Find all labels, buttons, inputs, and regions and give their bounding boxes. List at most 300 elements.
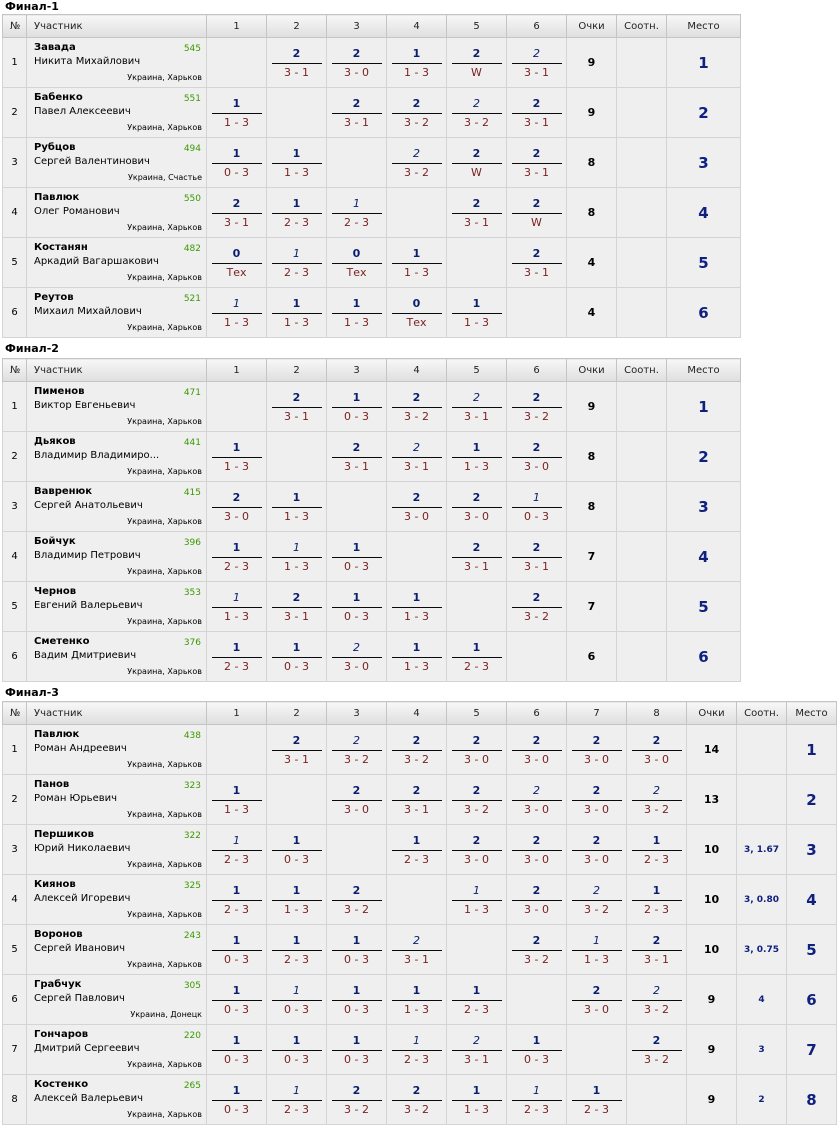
match-result-cell[interactable] bbox=[567, 975, 627, 1025]
match-result-cell[interactable] bbox=[507, 188, 567, 238]
match-points: 2 bbox=[572, 834, 622, 851]
match-result-cell[interactable] bbox=[387, 382, 447, 432]
column-header-participant[interactable]: Участник bbox=[27, 359, 207, 382]
match-result-cell[interactable] bbox=[447, 382, 507, 432]
player-surname[interactable]: Вавренюк bbox=[34, 486, 93, 497]
place-cell: 2 bbox=[667, 432, 741, 482]
header-row bbox=[3, 702, 837, 725]
match-result-cell[interactable] bbox=[387, 38, 447, 88]
self-match-cell bbox=[507, 975, 567, 1025]
match-result-cell[interactable] bbox=[267, 482, 327, 532]
player-fullname: Михаил Михайлович bbox=[34, 306, 142, 317]
player-city: Украина, Счастье bbox=[127, 173, 202, 182]
match-result-cell[interactable] bbox=[447, 38, 507, 88]
match-result-cell[interactable] bbox=[567, 925, 627, 975]
match-points: 1 bbox=[212, 441, 262, 458]
match-result-cell[interactable] bbox=[447, 532, 507, 582]
player-rating: 353 bbox=[183, 588, 201, 598]
match-result-cell[interactable] bbox=[387, 1075, 447, 1125]
self-match-cell bbox=[267, 432, 327, 482]
match-points: 1 bbox=[212, 834, 262, 851]
row-number: 8 bbox=[3, 1075, 27, 1125]
participant-cell bbox=[27, 38, 207, 88]
match-result-cell[interactable] bbox=[267, 1025, 327, 1075]
player-rating: 323 bbox=[183, 781, 201, 791]
player-rating: 551 bbox=[183, 94, 201, 104]
match-result-cell[interactable] bbox=[267, 582, 327, 632]
match-result-cell[interactable] bbox=[207, 632, 267, 682]
match-result-cell[interactable] bbox=[447, 632, 507, 682]
match-result-cell[interactable] bbox=[507, 38, 567, 88]
self-match-cell bbox=[387, 532, 447, 582]
column-header-opponent[interactable]: 3 bbox=[327, 702, 387, 725]
ratio-cell bbox=[617, 582, 667, 632]
table-row bbox=[3, 382, 741, 432]
match-result-cell[interactable] bbox=[567, 875, 627, 925]
match-result-cell[interactable] bbox=[447, 188, 507, 238]
match-points: 1 bbox=[392, 984, 442, 1001]
match-result-cell[interactable] bbox=[567, 725, 627, 775]
place-cell: 2 bbox=[787, 775, 837, 825]
match-result-cell[interactable] bbox=[627, 975, 687, 1025]
match-result-cell[interactable] bbox=[447, 975, 507, 1025]
participant-cell bbox=[27, 432, 207, 482]
match-score: 1 - 3 bbox=[584, 952, 609, 966]
match-result-cell[interactable] bbox=[207, 875, 267, 925]
match-score: 3 - 0 bbox=[344, 659, 369, 673]
match-result-cell[interactable] bbox=[267, 382, 327, 432]
column-header-opponent[interactable]: 2 bbox=[267, 359, 327, 382]
match-points: 1 bbox=[332, 391, 382, 408]
match-result-cell[interactable] bbox=[267, 288, 327, 338]
match-result-cell[interactable] bbox=[507, 825, 567, 875]
match-points: 2 bbox=[392, 784, 442, 801]
match-score: Тех bbox=[346, 265, 367, 279]
match-points: 2 bbox=[512, 441, 562, 458]
group-title: Финал-3 bbox=[5, 686, 59, 699]
match-result-cell[interactable] bbox=[207, 582, 267, 632]
match-result-cell[interactable] bbox=[207, 88, 267, 138]
match-score: 2 - 3 bbox=[644, 902, 669, 916]
player-city: Украина, Харьков bbox=[127, 810, 202, 819]
match-points: 2 bbox=[572, 884, 622, 901]
match-score: 1 - 3 bbox=[464, 1102, 489, 1116]
match-result-cell[interactable] bbox=[207, 238, 267, 288]
match-result-cell[interactable] bbox=[327, 875, 387, 925]
participant-cell bbox=[27, 875, 207, 925]
match-score: 3 - 1 bbox=[464, 215, 489, 229]
match-result-cell[interactable] bbox=[327, 38, 387, 88]
player-surname[interactable]: Рубцов bbox=[34, 142, 76, 153]
place-cell: 7 bbox=[787, 1025, 837, 1075]
column-header-opponent[interactable]: 7 bbox=[567, 702, 627, 725]
match-points: 2 bbox=[212, 491, 262, 508]
row-number: 4 bbox=[3, 532, 27, 582]
player-surname[interactable]: Костанян bbox=[34, 242, 88, 253]
match-result-cell[interactable] bbox=[267, 975, 327, 1025]
match-result-cell[interactable] bbox=[447, 288, 507, 338]
match-result-cell[interactable] bbox=[207, 288, 267, 338]
match-points: 2 bbox=[512, 391, 562, 408]
match-result-cell[interactable] bbox=[507, 432, 567, 482]
column-header-ratio[interactable]: Соотн. bbox=[617, 359, 667, 382]
match-result-cell[interactable] bbox=[387, 925, 447, 975]
match-result-cell[interactable] bbox=[627, 1025, 687, 1075]
match-result-cell[interactable] bbox=[327, 188, 387, 238]
participant-cell bbox=[27, 532, 207, 582]
player-city: Украина, Харьков bbox=[127, 667, 202, 676]
match-score: 3 - 0 bbox=[584, 752, 609, 766]
match-points: 1 bbox=[452, 441, 502, 458]
match-result-cell[interactable] bbox=[627, 925, 687, 975]
match-result-cell[interactable] bbox=[267, 925, 327, 975]
match-points: 1 bbox=[572, 1084, 622, 1101]
match-score: 3 - 1 bbox=[284, 609, 309, 623]
match-result-cell[interactable] bbox=[267, 238, 327, 288]
player-surname[interactable]: Першиков bbox=[34, 829, 94, 840]
column-header-opponent[interactable]: 1 bbox=[207, 359, 267, 382]
match-result-cell[interactable] bbox=[207, 1025, 267, 1075]
match-score: 1 - 3 bbox=[284, 165, 309, 179]
match-points: 2 bbox=[512, 97, 562, 114]
column-header-opponent[interactable]: 5 bbox=[447, 702, 507, 725]
player-city: Украина, Харьков bbox=[127, 123, 202, 132]
player-fullname: Алексей Валерьевич bbox=[34, 1093, 143, 1104]
place-cell: 5 bbox=[787, 925, 837, 975]
match-result-cell[interactable] bbox=[327, 88, 387, 138]
match-score: 1 - 3 bbox=[464, 315, 489, 329]
match-result-cell[interactable] bbox=[387, 975, 447, 1025]
match-points: 2 bbox=[512, 47, 562, 64]
player-city: Украина, Харьков bbox=[127, 617, 202, 626]
match-score: Тех bbox=[226, 265, 247, 279]
column-header-opponent[interactable]: 4 bbox=[387, 15, 447, 38]
player-surname[interactable]: Павлюк bbox=[34, 729, 80, 740]
column-header-opponent[interactable]: 2 bbox=[267, 702, 327, 725]
match-result-cell[interactable] bbox=[327, 532, 387, 582]
match-points: 2 bbox=[512, 784, 562, 801]
column-header-number[interactable]: № bbox=[3, 359, 27, 382]
player-surname[interactable]: Бойчук bbox=[34, 536, 76, 547]
match-points: 1 bbox=[212, 641, 262, 658]
match-points: 2 bbox=[512, 934, 562, 951]
match-score: 1 - 3 bbox=[224, 115, 249, 129]
match-result-cell[interactable] bbox=[387, 88, 447, 138]
match-result-cell[interactable] bbox=[387, 725, 447, 775]
match-result-cell[interactable] bbox=[567, 825, 627, 875]
match-result-cell[interactable] bbox=[507, 382, 567, 432]
match-points: 2 bbox=[332, 1084, 382, 1101]
player-rating: 322 bbox=[183, 831, 201, 841]
match-points: 2 bbox=[452, 491, 502, 508]
ratio-cell: 3, 0.75 bbox=[737, 925, 787, 975]
match-score: 1 - 3 bbox=[284, 509, 309, 523]
match-points: 2 bbox=[452, 97, 502, 114]
match-points: 2 bbox=[332, 641, 382, 658]
match-score: 1 - 3 bbox=[284, 902, 309, 916]
match-result-cell[interactable] bbox=[627, 775, 687, 825]
match-score: 3 - 0 bbox=[524, 852, 549, 866]
match-result-cell[interactable] bbox=[267, 138, 327, 188]
match-score: 1 - 3 bbox=[344, 315, 369, 329]
match-result-cell[interactable] bbox=[327, 632, 387, 682]
points-cell: 9 bbox=[567, 88, 617, 138]
column-header-opponent[interactable]: 5 bbox=[447, 15, 507, 38]
match-result-cell[interactable] bbox=[207, 188, 267, 238]
match-result-cell[interactable] bbox=[387, 632, 447, 682]
match-score: 3 - 1 bbox=[464, 1052, 489, 1066]
match-result-cell[interactable] bbox=[387, 288, 447, 338]
match-result-cell[interactable] bbox=[447, 1025, 507, 1075]
self-match-cell bbox=[207, 382, 267, 432]
player-rating: 550 bbox=[183, 194, 201, 204]
match-points: 1 bbox=[272, 984, 322, 1001]
match-score: 3 - 0 bbox=[584, 852, 609, 866]
player-fullname: Никита Михайлович bbox=[34, 56, 141, 67]
match-points: 1 bbox=[272, 541, 322, 558]
match-result-cell[interactable] bbox=[567, 1075, 627, 1125]
match-result-cell[interactable] bbox=[387, 1025, 447, 1075]
match-result-cell[interactable] bbox=[447, 775, 507, 825]
match-result-cell[interactable] bbox=[447, 88, 507, 138]
column-header-points[interactable]: Очки bbox=[567, 15, 617, 38]
match-result-cell[interactable] bbox=[207, 925, 267, 975]
match-result-cell[interactable] bbox=[267, 725, 327, 775]
match-result-cell[interactable] bbox=[387, 825, 447, 875]
match-result-cell[interactable] bbox=[327, 432, 387, 482]
match-score: 3 - 2 bbox=[644, 802, 669, 816]
player-surname[interactable]: Грабчук bbox=[34, 979, 82, 990]
column-header-place[interactable]: Место bbox=[667, 15, 741, 38]
column-header-opponent[interactable]: 1 bbox=[207, 15, 267, 38]
match-result-cell[interactable] bbox=[627, 875, 687, 925]
column-header-opponent[interactable]: 6 bbox=[507, 15, 567, 38]
player-surname[interactable]: Завада bbox=[34, 42, 76, 53]
match-result-cell[interactable] bbox=[267, 532, 327, 582]
match-score: 3 - 2 bbox=[344, 752, 369, 766]
match-result-cell[interactable] bbox=[387, 582, 447, 632]
player-fullname: Павел Алексеевич bbox=[34, 106, 131, 117]
match-score: 3 - 1 bbox=[284, 65, 309, 79]
column-header-opponent[interactable]: 8 bbox=[627, 702, 687, 725]
match-result-cell[interactable] bbox=[267, 825, 327, 875]
player-surname[interactable]: Чернов bbox=[34, 586, 77, 597]
match-result-cell[interactable] bbox=[207, 482, 267, 532]
match-result-cell[interactable] bbox=[387, 138, 447, 188]
match-score: 3 - 2 bbox=[404, 752, 429, 766]
column-header-opponent[interactable]: 1 bbox=[207, 702, 267, 725]
column-header-opponent[interactable]: 5 bbox=[447, 359, 507, 382]
ratio-cell bbox=[737, 725, 787, 775]
match-score: 2 - 3 bbox=[224, 659, 249, 673]
match-result-cell[interactable] bbox=[447, 1075, 507, 1125]
match-result-cell[interactable] bbox=[447, 825, 507, 875]
column-header-place[interactable]: Место bbox=[787, 702, 837, 725]
match-points: 1 bbox=[212, 147, 262, 164]
match-points: 2 bbox=[332, 734, 382, 751]
match-result-cell[interactable] bbox=[207, 775, 267, 825]
results-table bbox=[2, 701, 837, 1125]
match-result-cell[interactable] bbox=[507, 238, 567, 288]
table-row bbox=[3, 238, 741, 288]
table-row bbox=[3, 38, 741, 88]
ratio-cell bbox=[617, 482, 667, 532]
match-result-cell[interactable] bbox=[507, 875, 567, 925]
match-result-cell[interactable] bbox=[447, 138, 507, 188]
match-score: 3 - 1 bbox=[344, 115, 369, 129]
column-header-place[interactable]: Место bbox=[667, 359, 741, 382]
column-header-points[interactable]: Очки bbox=[687, 702, 737, 725]
place-cell: 6 bbox=[667, 632, 741, 682]
match-result-cell[interactable] bbox=[267, 1075, 327, 1125]
match-result-cell[interactable] bbox=[507, 532, 567, 582]
participant-cell bbox=[27, 482, 207, 532]
match-result-cell[interactable] bbox=[267, 632, 327, 682]
match-result-cell[interactable] bbox=[387, 775, 447, 825]
match-points: 1 bbox=[272, 641, 322, 658]
column-header-opponent[interactable]: 4 bbox=[387, 359, 447, 382]
player-fullname: Сергей Павлович bbox=[34, 993, 125, 1004]
match-result-cell[interactable] bbox=[267, 188, 327, 238]
match-result-cell[interactable] bbox=[207, 432, 267, 482]
match-result-cell[interactable] bbox=[447, 725, 507, 775]
match-score: 2 - 3 bbox=[584, 1102, 609, 1116]
match-result-cell[interactable] bbox=[327, 582, 387, 632]
match-result-cell[interactable] bbox=[207, 825, 267, 875]
match-points: 1 bbox=[272, 884, 322, 901]
player-surname[interactable]: Гончаров bbox=[34, 1029, 89, 1040]
match-result-cell[interactable] bbox=[627, 825, 687, 875]
table-row bbox=[3, 532, 741, 582]
match-result-cell[interactable] bbox=[507, 925, 567, 975]
ratio-cell bbox=[617, 432, 667, 482]
match-result-cell[interactable] bbox=[327, 975, 387, 1025]
match-result-cell[interactable] bbox=[267, 875, 327, 925]
match-points: 2 bbox=[512, 541, 562, 558]
self-match-cell bbox=[267, 88, 327, 138]
match-result-cell[interactable] bbox=[327, 1075, 387, 1125]
column-header-number[interactable]: № bbox=[3, 702, 27, 725]
ratio-cell bbox=[617, 288, 667, 338]
match-result-cell[interactable] bbox=[327, 725, 387, 775]
column-header-participant[interactable]: Участник bbox=[27, 15, 207, 38]
column-header-points[interactable]: Очки bbox=[567, 359, 617, 382]
participant-cell bbox=[27, 382, 207, 432]
column-header-opponent[interactable]: 6 bbox=[507, 359, 567, 382]
ratio-cell: 3 bbox=[737, 1025, 787, 1075]
match-result-cell[interactable] bbox=[207, 532, 267, 582]
player-fullname: Евгений Валерьевич bbox=[34, 600, 143, 611]
column-header-ratio[interactable]: Соотн. bbox=[737, 702, 787, 725]
match-score: 3 - 0 bbox=[524, 752, 549, 766]
match-result-cell[interactable] bbox=[507, 1075, 567, 1125]
match-result-cell[interactable] bbox=[447, 482, 507, 532]
player-surname[interactable]: Пименов bbox=[34, 386, 85, 397]
match-result-cell[interactable] bbox=[387, 432, 447, 482]
results-table bbox=[2, 14, 741, 338]
column-header-participant[interactable]: Участник bbox=[27, 702, 207, 725]
match-points: 1 bbox=[452, 984, 502, 1001]
player-surname[interactable]: Костенко bbox=[34, 1079, 89, 1090]
match-score: 0 - 3 bbox=[344, 1052, 369, 1066]
match-result-cell[interactable] bbox=[507, 775, 567, 825]
match-result-cell[interactable] bbox=[447, 875, 507, 925]
match-result-cell[interactable] bbox=[507, 88, 567, 138]
column-header-opponent[interactable]: 3 bbox=[327, 15, 387, 38]
row-number: 3 bbox=[3, 825, 27, 875]
player-city: Украина, Харьков bbox=[127, 417, 202, 426]
match-result-cell[interactable] bbox=[327, 775, 387, 825]
player-fullname: Юрий Николаевич bbox=[34, 843, 131, 854]
match-score: 1 - 3 bbox=[464, 459, 489, 473]
match-result-cell[interactable] bbox=[507, 582, 567, 632]
column-header-opponent[interactable]: 4 bbox=[387, 702, 447, 725]
match-result-cell[interactable] bbox=[387, 482, 447, 532]
column-header-number[interactable]: № bbox=[3, 15, 27, 38]
points-cell: 10 bbox=[687, 925, 737, 975]
match-score: 3 - 0 bbox=[224, 509, 249, 523]
player-surname[interactable]: Панов bbox=[34, 779, 70, 790]
match-result-cell[interactable] bbox=[327, 925, 387, 975]
match-points: 2 bbox=[632, 734, 682, 751]
match-result-cell[interactable] bbox=[207, 975, 267, 1025]
match-result-cell[interactable] bbox=[507, 1025, 567, 1075]
match-score: 1 - 3 bbox=[404, 1002, 429, 1016]
column-header-opponent[interactable]: 6 bbox=[507, 702, 567, 725]
match-score: 2 - 3 bbox=[404, 852, 429, 866]
match-score: 3 - 0 bbox=[464, 752, 489, 766]
player-surname[interactable]: Реутов bbox=[34, 292, 74, 303]
match-result-cell[interactable] bbox=[507, 725, 567, 775]
player-fullname: Владимир Петрович bbox=[34, 550, 141, 561]
player-surname[interactable]: Киянов bbox=[34, 879, 76, 890]
match-score: 3 - 0 bbox=[644, 752, 669, 766]
match-result-cell[interactable] bbox=[207, 1075, 267, 1125]
match-result-cell[interactable] bbox=[327, 382, 387, 432]
match-result-cell[interactable] bbox=[567, 775, 627, 825]
match-result-cell[interactable] bbox=[387, 238, 447, 288]
match-result-cell[interactable] bbox=[267, 38, 327, 88]
match-score: 0 - 3 bbox=[224, 1102, 249, 1116]
row-number: 4 bbox=[3, 188, 27, 238]
match-result-cell[interactable] bbox=[327, 288, 387, 338]
player-surname[interactable]: Дьяков bbox=[34, 436, 76, 447]
match-result-cell[interactable] bbox=[327, 1025, 387, 1075]
match-score: W bbox=[471, 165, 482, 179]
match-result-cell[interactable] bbox=[327, 238, 387, 288]
column-header-ratio[interactable]: Соотн. bbox=[617, 15, 667, 38]
match-points: 1 bbox=[452, 1084, 502, 1101]
player-surname[interactable]: Сметенко bbox=[34, 636, 90, 647]
match-points: 2 bbox=[332, 97, 382, 114]
match-result-cell[interactable] bbox=[507, 138, 567, 188]
ratio-cell bbox=[617, 532, 667, 582]
match-result-cell[interactable] bbox=[507, 482, 567, 532]
match-result-cell[interactable] bbox=[447, 432, 507, 482]
player-surname[interactable]: Павлюк bbox=[34, 192, 80, 203]
match-result-cell[interactable] bbox=[627, 725, 687, 775]
table-row bbox=[3, 975, 837, 1025]
match-points: 1 bbox=[632, 884, 682, 901]
match-points: 1 bbox=[392, 834, 442, 851]
player-surname[interactable]: Воронов bbox=[34, 929, 83, 940]
column-header-opponent[interactable]: 3 bbox=[327, 359, 387, 382]
match-points: 1 bbox=[212, 1084, 262, 1101]
match-result-cell[interactable] bbox=[207, 138, 267, 188]
column-header-opponent[interactable]: 2 bbox=[267, 15, 327, 38]
place-cell: 6 bbox=[787, 975, 837, 1025]
player-surname[interactable]: Бабенко bbox=[34, 92, 83, 103]
